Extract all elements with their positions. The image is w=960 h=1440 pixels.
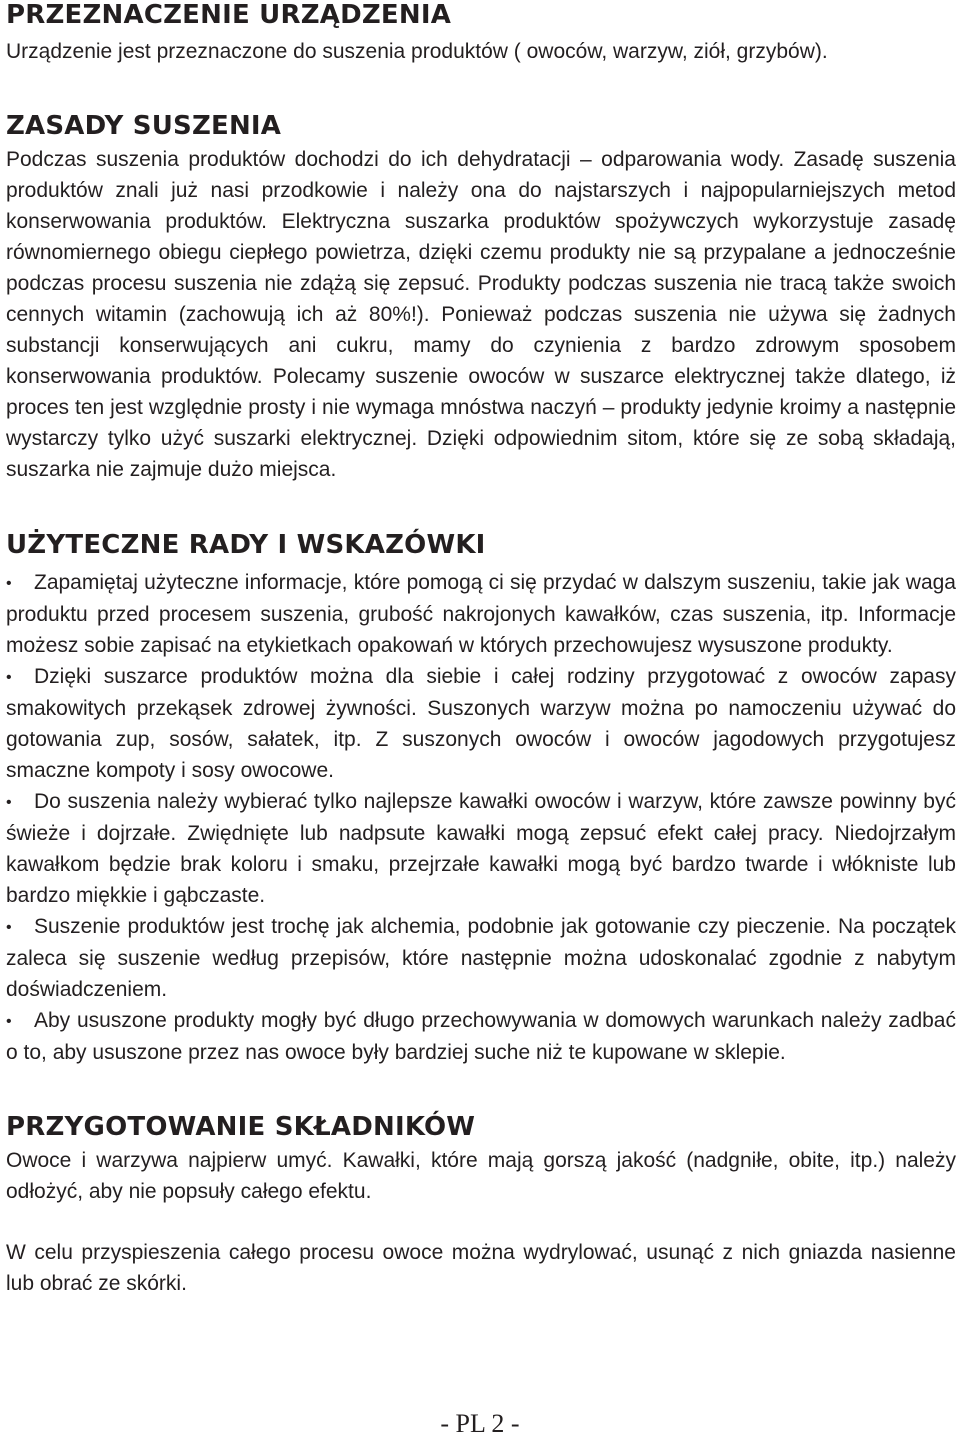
list-item <box>6 661 956 786</box>
page-number: - PL 2 - <box>440 1409 520 1438</box>
list-item <box>6 567 956 661</box>
preparation-paragraph-1: Owoce i warzywa najpierw umyć. Kawałki, które mają gorszą jakość (nadgniłe, obite, itp.) należy odłożyć, aby nie popsuły całego efektu. <box>6 1149 956 1203</box>
preparation-paragraph-2: W celu przyspieszenia całego procesu owoce można wydrylować, usunąć z nich gniazda nasienne lub obrać ze skórki. <box>6 1241 956 1295</box>
heading-tips: UŻYTECZNE RADY I WSKAZÓWKI <box>6 530 486 560</box>
list-item <box>6 786 956 911</box>
heading-drying-rules: ZASADY SUSZENIA <box>6 111 282 141</box>
bullet-icon: • <box>6 919 12 936</box>
list-item-text: Zapamiętaj użyteczne informacje, które pomogą ci się przydać w dalszym suszeniu, takie jak waga produktu przed procesem suszenia, grubość nakrojonych kawałków, czas suszenia, itp. Informacje możesz sobie zapisać na etykietkach opakowań w których przechowujesz wysuszone produkty. <box>6 571 956 657</box>
list-item-text: Do suszenia należy wybierać tylko najlepsze kawałki owoców i warzyw, które zawsze powinny być świeże i dojrzałe. Zwiędnięte lub nadpsute kawałki mogą zepsuć efekt całej pracy. Niedojrzałym kawałkom będzie brak koloru i smaku, przejrzałe kawałki mogą być bardzo twarde i włókniste lub bardzo miękkie i gąbczaste. <box>6 790 956 907</box>
drying-rules-text: Podczas suszenia produktów dochodzi do ich dehydratacji – odparowania wody. Zasadę suszenia produktów znali już nasi przodkowie i należy ona do najstarszych i najpopularniejszych metod konserwowania produktów. Elektryczna suszarka produktów spożywczych wykorzystuje zasadę równomiernego obiegu ciepłego powietrza, dzięki czemu produkty nie są przypalane a jednocześnie podczas procesu suszenia nie zdążą się zepsuć. Produkty podczas suszenia nie tracą także swoich cennych witamin (zachowują ich aż 80%!). Ponieważ podczas suszenia nie używa się żadnych substancji konserwujących ani cukru, mamy do czynienia z bardzo zdrowym sposobem konserwowania produktów. Polecamy suszenie owoców w suszarce elektrycznej także dlatego, iż proces ten jest względnie prosty i nie wymaga mnóstwa naczyń – produkty jedynie kroimy a następnie wystarczy tylko użyć suszarki elektrycznej. Dzięki odpowiednim sitom, które się ze sobą składają, suszarka nie zajmuje dużo miejsca. <box>6 148 956 481</box>
tips-list <box>6 567 956 1068</box>
list-item <box>6 911 956 1005</box>
section-purpose <box>6 0 956 67</box>
bullet-icon: • <box>6 669 12 686</box>
manual-page <box>6 0 956 1299</box>
list-item-text: Aby ususzone produkty mogły być długo przechowywania w domowych warunkach należy zadbać o to, aby ususzone przez nas owoce były bardziej suche niż te kupowane w sklepie. <box>6 1009 956 1064</box>
list-item <box>6 1005 956 1068</box>
bullet-icon: • <box>6 1013 12 1030</box>
heading-preparation: PRZYGOTOWANIE SKŁADNIKÓW <box>6 1112 476 1142</box>
section-drying-rules <box>6 111 956 485</box>
purpose-text: Urządzenie jest przeznaczone do suszenia produktów ( owoców, warzyw, ziół, grzybów). <box>6 40 828 63</box>
heading-purpose: PRZEZNACZENIE URZĄDZENIA <box>6 0 452 30</box>
list-item-text: Suszenie produktów jest trochę jak alchemia, podobnie jak gotowanie czy pieczenie. Na początek zaleca się suszenie według przepisów, które następnie można udoskonalać zgodnie z nabytym doświadczeniem. <box>6 915 956 1001</box>
bullet-icon: • <box>6 794 12 811</box>
section-preparation <box>6 1112 956 1299</box>
section-tips <box>6 530 956 1068</box>
bullet-icon: • <box>6 575 12 592</box>
list-item-text: Dzięki suszarce produktów można dla siebie i całej rodziny przygotować z owoców zapasy smakowitych przekąsek zdrowej żywności. Suszonych warzyw można po namoczeniu używać do gotowania zup, sosów, sałatek, itp. Z suszonych owoców i owoców jagodowych przygotujesz smaczne kompoty i sosy owocowe. <box>6 665 956 782</box>
